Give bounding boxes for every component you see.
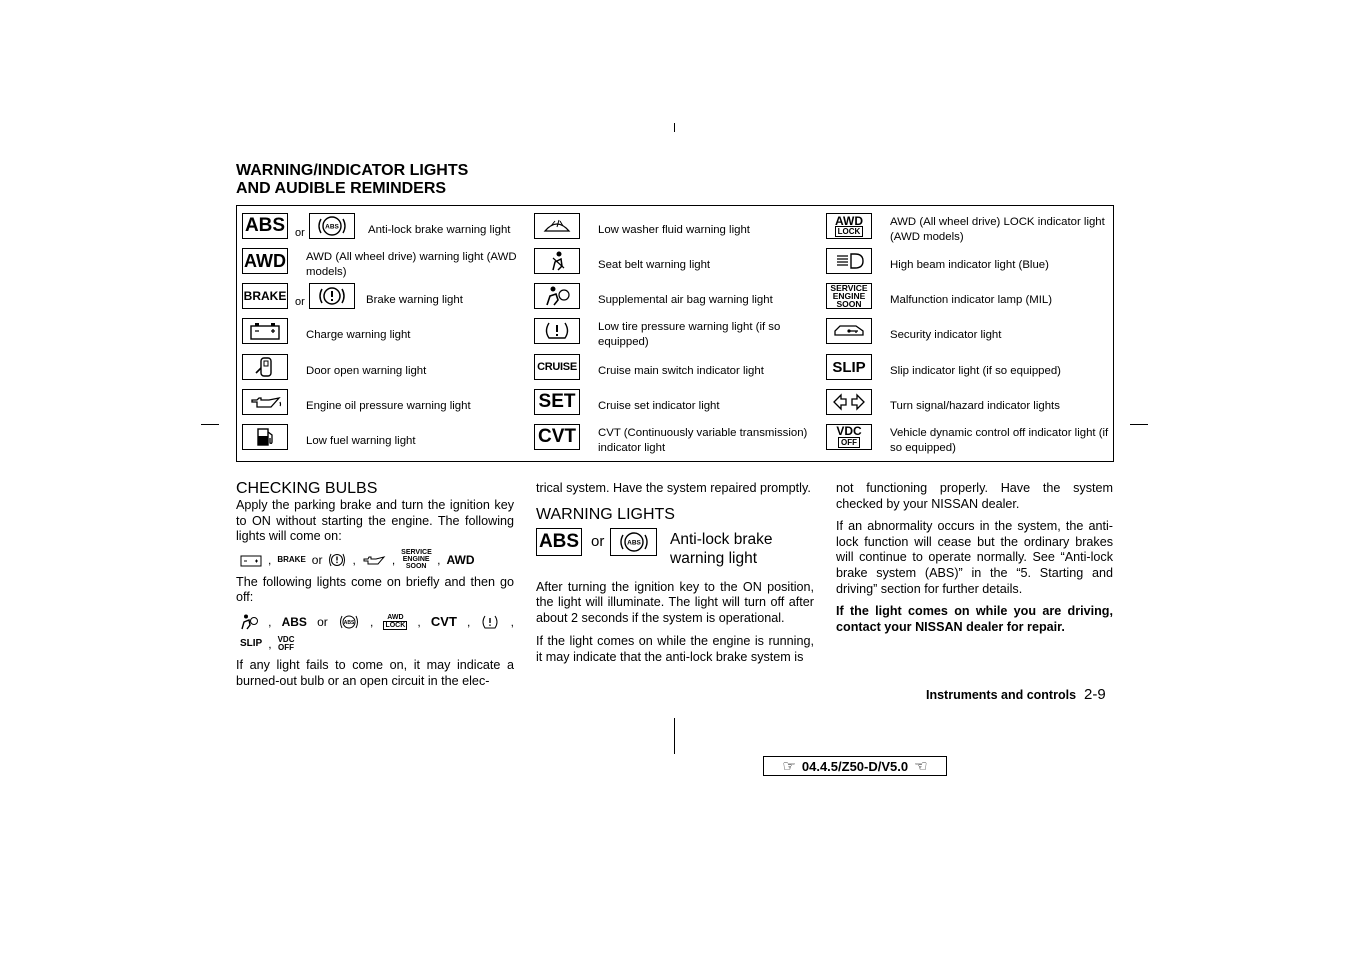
vdc-off-icon-sub: OFF	[838, 437, 860, 448]
vdc-off-text-icon-sub: OFF	[278, 642, 295, 652]
comma: ,	[369, 614, 374, 629]
svg-text:ABS: ABS	[343, 619, 355, 626]
or-text: or	[295, 296, 305, 308]
comma: ,	[268, 552, 272, 567]
row-label: Anti-lock brake warning light	[368, 224, 511, 236]
row-label: Slip indicator light (if so equipped)	[890, 365, 1061, 377]
comma: ,	[268, 636, 272, 651]
row-label: Malfunction indicator lamp (MIL)	[890, 294, 1053, 306]
tire-pressure-icon	[480, 614, 500, 630]
or-text: or	[317, 614, 328, 629]
row-label: Engine oil pressure warning light	[306, 400, 471, 412]
row-label: High beam indicator light (Blue)	[890, 259, 1049, 271]
table-row	[534, 283, 824, 317]
door-open-icon	[242, 354, 288, 380]
row-label: AWD (All wheel drive) warning light (AWD models)	[306, 251, 517, 278]
washer-fluid-icon	[534, 213, 580, 239]
checking-bulbs-heading: CHECKING BULBS	[236, 480, 378, 497]
oil-can-icon	[242, 389, 288, 415]
turn-signal-icon	[826, 389, 872, 415]
abs-circle-icon	[610, 528, 657, 556]
row-label: Brake warning light	[366, 294, 463, 306]
abs-warning-block	[536, 526, 814, 574]
table-row	[534, 213, 824, 247]
vdc-off-text-icon	[278, 636, 295, 652]
crop-mark-right	[1130, 424, 1148, 425]
awd-lock-text-icon-top: AWD	[387, 613, 404, 621]
table-row	[826, 318, 1116, 352]
continuation-text: trical system. Have the system repaired promptly.	[536, 481, 811, 495]
page-title	[236, 162, 468, 198]
bulbs-row-1	[240, 549, 514, 571]
cvt-icon: CVT	[534, 424, 580, 450]
battery-icon	[240, 553, 262, 567]
awd-icon: AWD	[242, 248, 288, 274]
row-label: Low washer fluid warning light	[598, 224, 750, 236]
service-engine-soon-icon: SERVICE ENGINE SOON	[826, 283, 872, 309]
comma: ,	[391, 552, 396, 567]
awd-lock-text-icon	[383, 614, 407, 630]
service-engine-soon-text-icon: SERVICE ENGINE SOON	[401, 549, 432, 571]
svg-text:ABS: ABS	[325, 223, 339, 231]
oil-can-icon	[362, 553, 386, 567]
crop-mark-left	[201, 424, 219, 425]
tire-pressure-icon	[534, 318, 580, 344]
bulbs-row-3	[240, 634, 514, 654]
footer-section: Instruments and controls	[926, 688, 1077, 702]
air-bag-icon	[534, 283, 580, 309]
table-row	[242, 213, 532, 247]
row-label: Seat belt warning light	[598, 259, 711, 271]
row-label: Security indicator light	[890, 329, 1002, 341]
checking-bulbs-brief: The following lights come on briefly and then go off:	[236, 574, 514, 605]
awd-lock-icon-sub: LOCK	[835, 226, 864, 237]
security-car-icon	[826, 318, 872, 344]
pointing-hand-right-icon: ☞	[782, 758, 796, 775]
comma: ,	[268, 614, 272, 629]
comma: ,	[352, 552, 356, 567]
title-line-2: AND AUDIBLE REMINDERS	[236, 180, 447, 197]
row-label: Cruise set indicator light	[598, 400, 720, 412]
vdc-off-text-icon-top: VDC	[277, 634, 295, 644]
high-beam-icon	[826, 248, 872, 274]
fuel-pump-icon	[242, 424, 288, 450]
abs-details-p3: If the light comes on while you are driving, contact your NISSAN dealer for repair.	[836, 604, 1113, 634]
bulbs-row-2	[240, 612, 514, 632]
row-label: CVT (Continuously variable transmission) indicator light	[598, 427, 808, 454]
comma: ,	[437, 552, 441, 567]
row-label: Low tire pressure warning light (if so equipped)	[598, 321, 781, 348]
abs-details-p2: If an abnormality occurs in the system, the anti-lock function will cease but the ordinary brakes will continue to operate normally. See “Anti-lock brake system (ABS)” in the “5. Starting and driving” section for further details.	[836, 519, 1113, 596]
air-bag-icon	[240, 614, 258, 630]
abs-details-section	[836, 481, 1113, 635]
row-label: Low fuel warning light	[306, 435, 416, 447]
abs-circle-icon	[338, 614, 360, 630]
checking-bulbs-intro: Apply the parking brake and turn the ignition key to ON without starting the engine. The following lights will come on:	[236, 498, 514, 544]
table-row	[242, 283, 532, 317]
table-row	[242, 248, 532, 282]
abs-text-icon: ABS	[281, 614, 307, 629]
row-label: Cruise main switch indicator light	[598, 365, 764, 377]
warning-lights-p2: If the light comes on while the engine is running, it may indicate that the anti-lock brake system is	[536, 634, 814, 664]
comma: ,	[467, 614, 471, 629]
cruise-icon: CRUISE	[534, 354, 580, 380]
table-row	[242, 354, 532, 388]
table-row	[534, 424, 824, 458]
comma: ,	[510, 614, 514, 629]
table-row	[242, 389, 532, 423]
table-row	[534, 318, 824, 352]
row-label: Turn signal/hazard indicator lights	[890, 400, 1060, 412]
table-row	[826, 389, 1116, 423]
slip-text-icon: SLIP	[240, 638, 263, 650]
comma: ,	[417, 614, 421, 629]
row-label: Door open warning light	[306, 365, 427, 377]
slip-icon: SLIP	[826, 354, 872, 380]
brake-icon: BRAKE	[242, 283, 288, 309]
cvt-text-icon: CVT	[430, 614, 457, 630]
abs-icon: ABS	[242, 213, 288, 239]
row-label: AWD (All wheel drive) LOCK indicator light (AWD models)	[890, 216, 1105, 243]
table-row	[826, 354, 1116, 388]
awd-lock-icon	[826, 213, 872, 239]
brake-circle-icon	[309, 283, 355, 309]
or-text: or	[311, 552, 323, 567]
row-label: Vehicle dynamic control off indicator light (if so equipped)	[890, 427, 1109, 454]
abs-circle-icon	[309, 213, 355, 239]
svg-text:ABS: ABS	[626, 539, 641, 547]
awd-lock-icon-text: AWD	[835, 213, 863, 228]
set-icon: SET	[534, 389, 580, 415]
row-label: Charge warning light	[306, 329, 411, 341]
checking-bulbs-fail-text: If any light fails to come on, it may indicate a burned-out bulb or an open circuit in the elec-	[236, 657, 514, 688]
table-row	[826, 213, 1116, 247]
or-text: or	[591, 532, 605, 550]
brake-text-icon: BRAKE	[277, 555, 306, 565]
warning-lights-heading: WARNING LIGHTS	[536, 505, 675, 523]
abs-icon: ABS	[536, 528, 582, 556]
table-row	[242, 318, 532, 352]
warning-lights-p1: After turning the ignition key to the ON position, the light will illuminate. The light will turn off after about 2 seconds if the system is operational.	[536, 579, 814, 625]
vdc-off-icon-text: VDC	[836, 424, 862, 438]
checking-bulbs-section	[236, 480, 514, 689]
table-row	[534, 248, 824, 282]
seat-belt-icon	[534, 248, 580, 274]
table-row	[826, 283, 1116, 317]
awd-text-icon: AWD	[446, 552, 475, 567]
abs-details-p1: not functioning properly. Have the system checked by your NISSAN dealer.	[836, 481, 1113, 511]
page-number: 2-9	[1084, 686, 1106, 703]
table-row	[534, 354, 824, 388]
awd-lock-text-icon-sub: LOCK	[385, 621, 406, 629]
title-line-1: WARNING/INDICATOR LIGHTS	[236, 162, 469, 179]
warning-lights-section	[536, 481, 814, 666]
table-row	[826, 248, 1116, 282]
table-row	[826, 424, 1116, 458]
document-code: 04.4.5/Z50-D/V5.0	[801, 758, 909, 774]
crop-mark-bottom	[674, 718, 675, 754]
row-label: Supplemental air bag warning light	[598, 294, 773, 306]
vdc-off-icon	[826, 424, 872, 450]
pointing-hand-left-icon: ☜	[914, 758, 928, 775]
table-row	[242, 424, 532, 458]
abs-warning-label: Anti-lock brake warning light	[670, 530, 773, 567]
table-row	[534, 389, 824, 423]
crop-mark-top	[674, 123, 675, 132]
page-footer	[926, 686, 1106, 703]
document-code-box	[763, 756, 947, 776]
brake-circle-icon	[328, 552, 346, 568]
indicator-table	[236, 205, 1114, 462]
battery-icon	[242, 318, 288, 344]
or-text: or	[295, 227, 305, 239]
